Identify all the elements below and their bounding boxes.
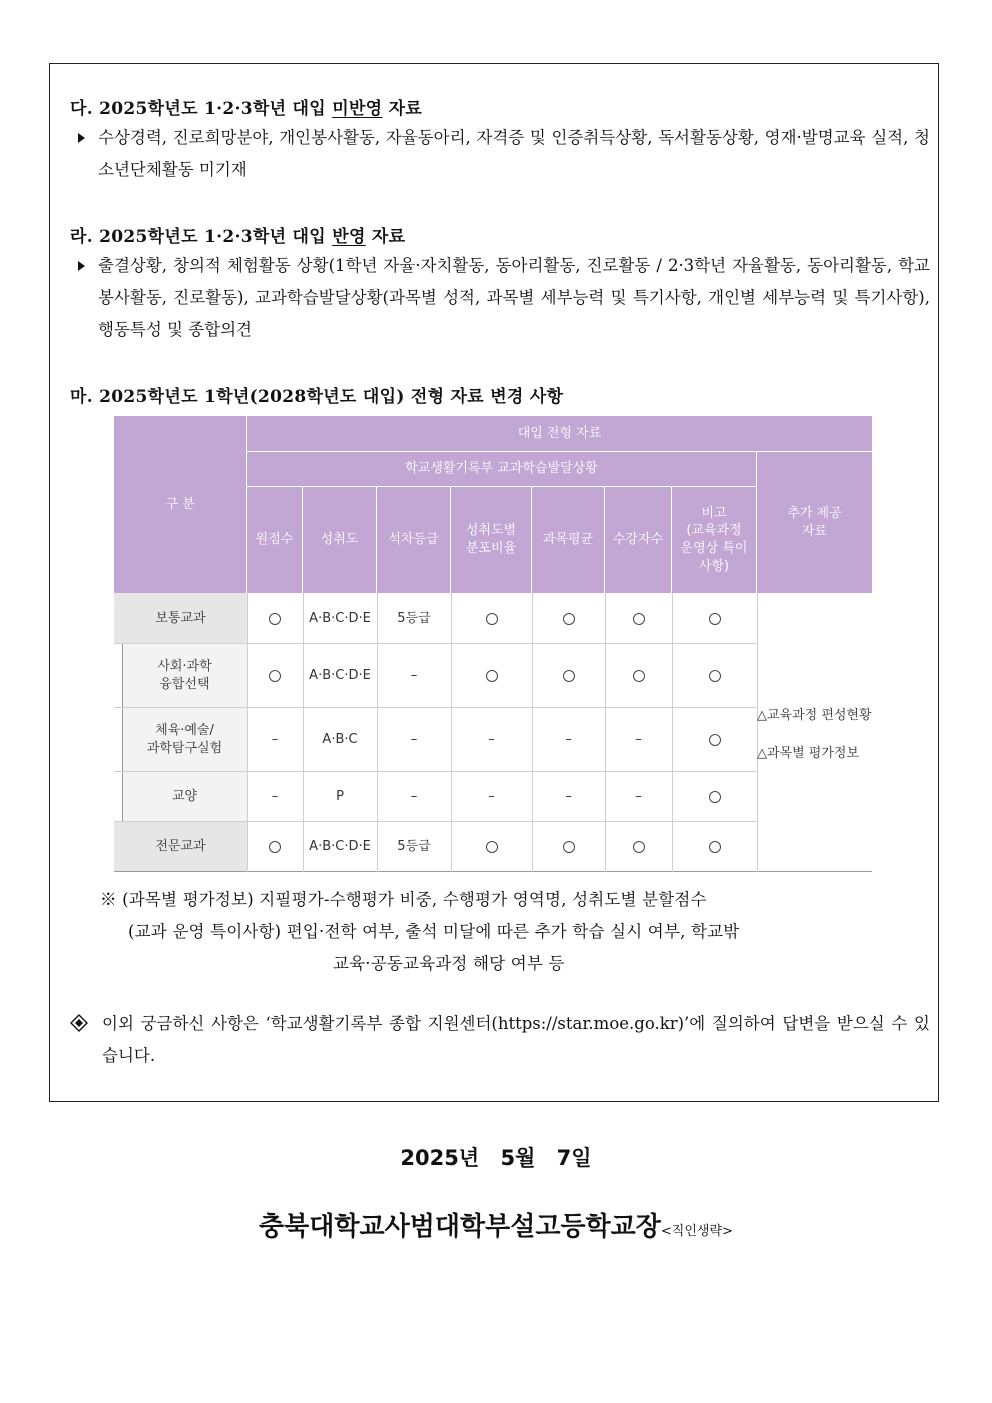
circle-mark bbox=[451, 593, 532, 644]
circle-mark bbox=[532, 644, 605, 708]
diamond-bullet-icon bbox=[70, 1014, 88, 1032]
row-label: 체육·예술/ 과학탐구실험 bbox=[122, 708, 247, 772]
circle-mark bbox=[451, 822, 532, 872]
circle-icon bbox=[563, 841, 575, 853]
table-cell: – bbox=[565, 789, 572, 805]
header-gubun: 구 분 bbox=[114, 416, 247, 593]
note-line-1: ※ (과목별 평가정보) 지필평가-수행평가 비중, 수행평가 영역명, 성취도별 분할점수 bbox=[100, 890, 707, 909]
table-cell: – bbox=[271, 789, 279, 805]
note-line-3: 교육·공동교육과정 해당 여부 등 bbox=[333, 954, 565, 973]
column-header: 성취도별 분포비율 bbox=[451, 487, 532, 593]
column-header: 원점수 bbox=[247, 487, 303, 593]
circle-mark bbox=[672, 772, 757, 822]
row-label: 보통교과 bbox=[114, 593, 247, 644]
circle-mark bbox=[532, 822, 605, 872]
table-cell: – bbox=[635, 789, 642, 805]
bullet-triangle-icon bbox=[78, 261, 85, 271]
table-cell: 5등급 bbox=[397, 610, 431, 626]
row-label: 교양 bbox=[122, 772, 247, 822]
circle-mark bbox=[247, 822, 303, 872]
circle-icon bbox=[269, 613, 281, 625]
signer-name: 충북대학교사범대학부설고등학교장 bbox=[259, 1212, 661, 1242]
table-cell: – bbox=[410, 732, 418, 748]
table-cell: – bbox=[488, 732, 495, 748]
circle-mark bbox=[605, 822, 672, 872]
circle-icon bbox=[269, 841, 281, 853]
row-divider bbox=[114, 871, 872, 872]
column-header: 성취도 bbox=[303, 487, 377, 593]
notice-date: 2025년 5월 7일 bbox=[400, 1146, 592, 1170]
circle-icon bbox=[709, 613, 721, 625]
inquiry-text: 이외 궁금하신 사항은 ‘학교생활기록부 종합 지원센터(https://star.moe.go.kr)’에 질의하여 답변을 받으실 수 있습니다. bbox=[70, 1008, 930, 1072]
circle-icon bbox=[709, 670, 721, 682]
circle-icon bbox=[486, 670, 498, 682]
circle-mark bbox=[672, 822, 757, 872]
table-cell: A·B·C·D·E bbox=[309, 610, 371, 626]
circle-icon bbox=[633, 670, 645, 682]
section-da-title: 다. 2025학년도 1·2·3학년 대입 미반영 자료 bbox=[70, 99, 423, 119]
column-header: 비고 (교육과정 운영상 특이 사항) bbox=[672, 487, 757, 593]
section-ma-title: 마. 2025학년도 1학년(2028학년도 대입) 전형 자료 변경 사항 bbox=[70, 387, 564, 407]
circle-icon bbox=[709, 791, 721, 803]
column-header: 수강자수 bbox=[605, 487, 672, 593]
bullet-triangle-icon bbox=[78, 133, 85, 143]
header-admission-data: 대입 전형 자료 bbox=[247, 416, 872, 452]
circle-icon bbox=[709, 841, 721, 853]
column-divider bbox=[247, 593, 248, 872]
column-divider bbox=[605, 593, 606, 872]
subgroup-divider bbox=[122, 644, 123, 708]
signer-line bbox=[0, 1206, 992, 1243]
seal-omitted-note: <직인생략> bbox=[660, 1224, 733, 1239]
extra-item-evaluation: △과목별 평가정보 bbox=[757, 746, 860, 761]
notice-box bbox=[49, 63, 939, 1102]
column-divider bbox=[672, 593, 673, 872]
table-cell: A·B·C·D·E bbox=[309, 668, 371, 684]
row-label: 사회·과학 융합선택 bbox=[122, 644, 247, 708]
table-cell: 5등급 bbox=[397, 839, 431, 855]
column-divider bbox=[532, 593, 533, 872]
section-ra-body: 출결상황, 창의적 체험활동 상황(1학년 자율·자치활동, 동아리활동, 진로활동 / 2·3학년 자율활동, 동아리활동, 학교봉사활동, 진로활동), 교과학습발달상황(과목별 성적, 과목별 세부능력 및 특기사항, 개인별 세부능력 및 특기사항), 행동특성 및 종합의견 bbox=[82, 250, 930, 346]
circle-mark bbox=[247, 644, 303, 708]
circle-mark bbox=[532, 593, 605, 644]
circle-mark bbox=[451, 644, 532, 708]
extra-item-curriculum: △교육과정 편성현황 bbox=[757, 708, 872, 723]
circle-mark bbox=[672, 708, 757, 772]
section-da-body: 수상경력, 진로희망분야, 개인봉사활동, 자율동아리, 자격증 및 인증취득상황, 독서활동상황, 영재·발명교육 실적, 청소년단체활동 미기재 bbox=[82, 122, 930, 186]
row-label: 전문교과 bbox=[114, 822, 247, 872]
circle-mark bbox=[672, 593, 757, 644]
column-divider bbox=[377, 593, 378, 872]
subgroup-divider bbox=[122, 772, 123, 822]
circle-icon bbox=[709, 734, 721, 746]
circle-mark bbox=[672, 644, 757, 708]
subgroup-divider bbox=[122, 708, 123, 772]
column-header: 석차등급 bbox=[377, 487, 451, 593]
circle-icon bbox=[563, 670, 575, 682]
circle-mark bbox=[247, 593, 303, 644]
circle-mark bbox=[605, 593, 672, 644]
column-divider bbox=[451, 593, 452, 872]
table-cell: A·B·C·D·E bbox=[309, 839, 371, 855]
table-cell: – bbox=[488, 789, 495, 805]
circle-mark bbox=[605, 644, 672, 708]
admission-data-table bbox=[114, 416, 872, 872]
header-grade-record: 학교생활기록부 교과학습발달상황 bbox=[247, 452, 757, 487]
circle-icon bbox=[269, 670, 281, 682]
column-header: 과목평균 bbox=[532, 487, 605, 593]
header-extra-data: 추가 제공 자료 bbox=[757, 452, 872, 593]
circle-icon bbox=[486, 613, 498, 625]
section-ra-title: 라. 2025학년도 1·2·3학년 대입 반영 자료 bbox=[70, 227, 406, 247]
column-divider bbox=[303, 593, 304, 872]
table-cell: – bbox=[271, 732, 279, 748]
table-cell: – bbox=[635, 732, 642, 748]
circle-icon bbox=[633, 613, 645, 625]
column-divider bbox=[757, 593, 758, 872]
table-cell: A·B·C bbox=[322, 732, 358, 748]
table-cell: – bbox=[565, 732, 572, 748]
circle-icon bbox=[563, 613, 575, 625]
table-cell: – bbox=[410, 789, 418, 805]
table-cell: – bbox=[410, 668, 418, 684]
note-line-2: (교과 운영 특이사항) 편입·전학 여부, 출석 미달에 따른 추가 학습 실시 여부, 학교밖 bbox=[128, 922, 740, 941]
circle-icon bbox=[486, 841, 498, 853]
table-cell: P bbox=[336, 789, 344, 805]
circle-icon bbox=[633, 841, 645, 853]
